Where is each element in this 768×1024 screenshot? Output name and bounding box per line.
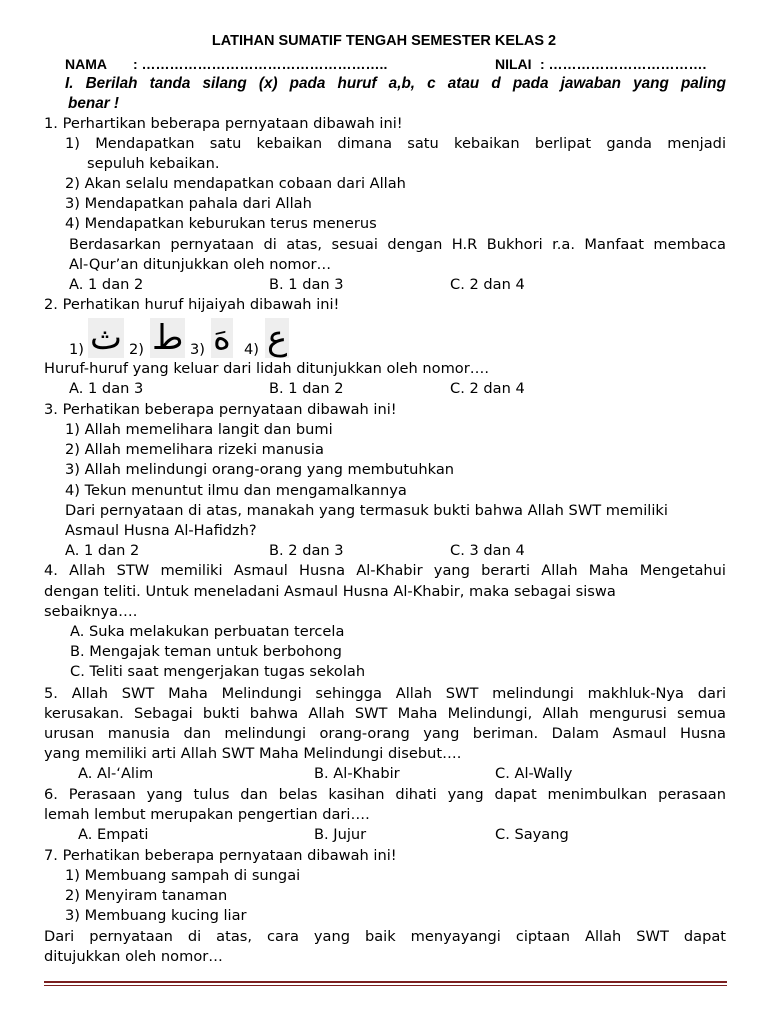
q5-line-2: kerusakan. Sebagai bukti bahwa Allah SWT Maha Melindungi, Allah mengurusi semua (44, 705, 726, 722)
q4-option-b: B. Mengajak teman untuk berbohong (70, 643, 342, 660)
q7-stem: 7. Perhatikan beberapa pernyataan dibawah ini! (44, 847, 397, 864)
q3-statement-3: 3) Allah melindungi orang-orang yang membutuhkan (65, 461, 455, 478)
q4-line-2: dengan teliti. Untuk meneladani Asmaul Husna Al-Khabir, maka sebagai siswa (44, 583, 616, 600)
q1-option-c: C. 2 dan 4 (450, 276, 525, 293)
q1-question-a: Berdasarkan pernyataan di atas, sesuai dengan H.R Bukhori r.a. Manfaat membaca (69, 236, 726, 253)
q4-line-1: 4. Allah STW memiliki Asmaul Husna Al-Khabir yang berarti Allah Maha Mengetahui (44, 562, 726, 579)
q2-hijaiyah-ha: هَ (213, 318, 231, 358)
q3-question-a: Dari pernyataan di atas, manakah yang termasuk bukti bahwa Allah SWT memiliki (65, 502, 668, 519)
q6-option-a: A. Empati (78, 826, 149, 843)
q5-option-c: C. Al-Wally (495, 765, 573, 782)
q1-option-a: A. 1 dan 2 (69, 276, 144, 293)
q4-option-a: A. Suka melakukan perbuatan tercela (70, 623, 345, 640)
q6-line-1: 6. Perasaan yang tulus dan belas kasihan dihati yang dapat menimbulkan perasaan (44, 786, 726, 803)
q2-question: Huruf-huruf yang keluar dari lidah ditunjukkan oleh nomor…. (44, 360, 489, 377)
q4-line-3: sebaiknya…. (44, 603, 138, 620)
q6-option-b: B. Jujur (314, 826, 367, 843)
q2-number-4: 4) (244, 341, 259, 358)
q3-question-b: Asmaul Husna Al-Hafidzh? (65, 522, 257, 539)
q2-hijaiyah-tsa: ث (90, 318, 123, 358)
q6-option-c: C. Sayang (495, 826, 569, 843)
instruction-line-2: benar ! (68, 95, 119, 112)
instruction-line-1: I. Berilah tanda silang (x) pada huruf a,b, c atau d pada jawaban yang paling (65, 75, 726, 92)
q2-option-a: A. 1 dan 3 (69, 380, 144, 397)
q2-option-b: B. 1 dan 2 (269, 380, 344, 397)
q3-stem: 3. Perhatikan beberapa pernyataan dibawah ini! (44, 401, 397, 418)
q7-line-2: ditujukkan oleh nomor… (44, 948, 223, 965)
q3-statement-1: 1) Allah memelihara langit dan bumi (65, 421, 333, 438)
q3-statement-4: 4) Tekun menuntut ilmu dan mengamalkannya (65, 482, 407, 499)
q2-stem: 2. Perhatikan huruf hijaiyah dibawah ini! (44, 296, 340, 313)
q1-statement-1b: sepuluh kebaikan. (87, 155, 220, 172)
q2-hijaiyah-ain: ع (267, 318, 288, 358)
footer-rule-thin (44, 985, 727, 986)
nama-blank: : …………………………………………….. (133, 56, 388, 72)
q3-option-a: A. 1 dan 2 (65, 542, 140, 559)
q3-option-b: B. 2 dan 3 (269, 542, 344, 559)
nama-label: NAMA (65, 56, 107, 72)
q1-statement-3: 3) Mendapatkan pahala dari Allah (65, 195, 312, 212)
q5-line-1: 5. Allah SWT Maha Melindungi sehingga Allah SWT melindungi makhluk-Nya dari (44, 685, 726, 702)
q3-statement-2: 2) Allah memelihara rizeki manusia (65, 441, 324, 458)
q5-option-b: B. Al-Khabir (314, 765, 400, 782)
q2-option-c: C. 2 dan 4 (450, 380, 525, 397)
q6-line-2: lemah lembut merupakan pengertian dari…. (44, 806, 370, 823)
q1-statement-1a: 1) Mendapatkan satu kebaikan dimana satu kebaikan berlipat ganda menjadi (65, 135, 726, 152)
q2-number-1: 1) (69, 341, 84, 358)
footer-rule-thick (44, 981, 727, 983)
q7-statement-1: 1) Membuang sampah di sungai (65, 867, 301, 884)
nilai-blank: : ……………………………. (540, 56, 707, 72)
q3-option-c: C. 3 dan 4 (450, 542, 525, 559)
q2-hijaiyah-tha: ط (152, 318, 184, 358)
q5-line-3: urusan manusia dan melindungi orang-orang yang beriman. Dalam Asmaul Husna (44, 725, 726, 742)
q1-question-b: Al-Qur’an ditunjukkan oleh nomor… (69, 256, 332, 273)
q7-statement-2: 2) Menyiram tanaman (65, 887, 228, 904)
q5-option-a: A. Al-‘Alim (78, 765, 154, 782)
q2-number-2: 2) (129, 341, 144, 358)
q5-line-4: yang memiliki arti Allah SWT Maha Melindungi disebut…. (44, 745, 462, 762)
page-title: LATIHAN SUMATIF TENGAH SEMESTER KELAS 2 (211, 33, 557, 49)
nilai-label: NILAI (495, 56, 532, 72)
q1-statement-4: 4) Mendapatkan keburukan terus menerus (65, 215, 377, 232)
q1-statement-2: 2) Akan selalu mendapatkan cobaan dari Allah (65, 175, 406, 192)
q4-option-c: C. Teliti saat mengerjakan tugas sekolah (70, 663, 366, 680)
q7-line-1: Dari pernyataan di atas, cara yang baik menyayangi ciptaan Allah SWT dapat (44, 928, 726, 945)
q1-option-b: B. 1 dan 3 (269, 276, 344, 293)
q2-number-3: 3) (190, 341, 205, 358)
q1-stem: 1. Perhartikan beberapa pernyataan dibawah ini! (44, 115, 403, 132)
q7-statement-3: 3) Membuang kucing liar (65, 907, 247, 924)
